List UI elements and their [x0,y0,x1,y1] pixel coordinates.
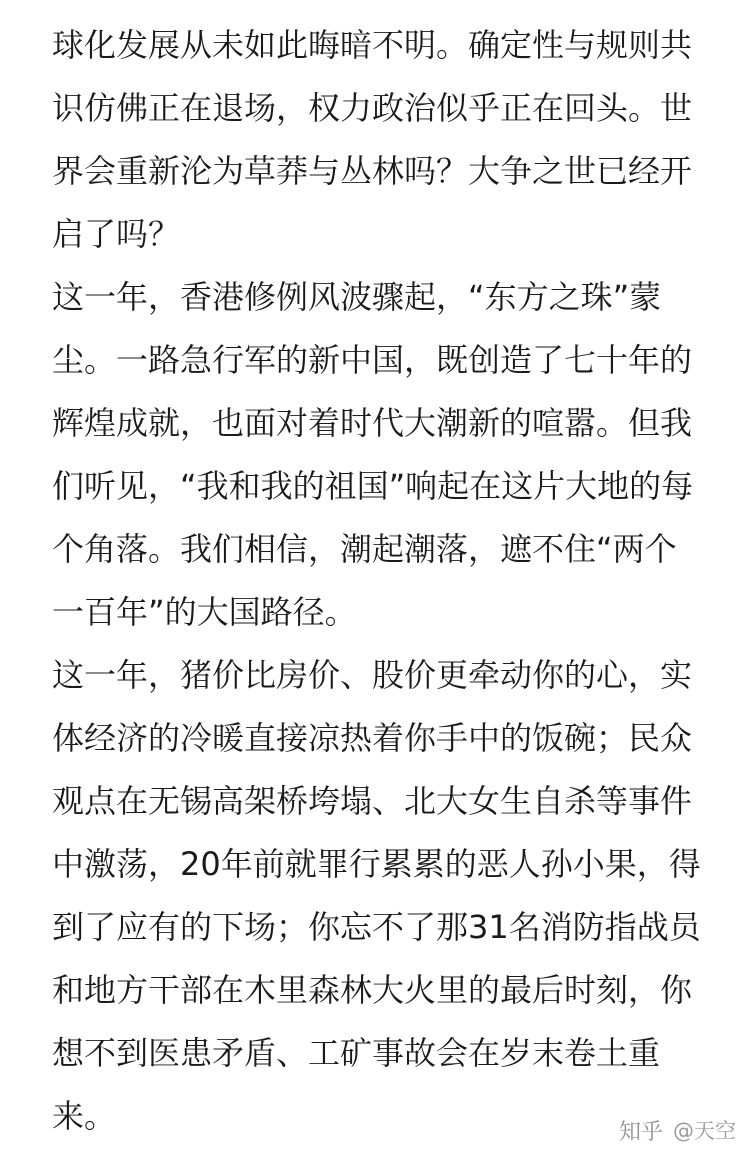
text-line: 启了吗？ [52,215,181,253]
text-line: 中激荡，20年前就罪行累累的恶人孙小果，得 [52,845,701,883]
text-line: 界会重新沦为草莽与丛林吗？大争之世已经开 [52,152,693,190]
text-line: 尘。一路急行军的新中国，既创造了七十年的 [52,341,693,379]
text-line: 体经济的冷暖直接凉热着你手中的饭碗；民众 [52,719,693,757]
text-line: 和地方干部在木里森林大火里的最后时刻，你 [52,971,693,1009]
text-line: 一百年”的大国路径。 [52,593,357,631]
text-line: 这一年，猪价比房价、股价更牵动你的心，实 [52,656,693,694]
watermark-brand: 知乎 [618,1119,663,1145]
text-line: 想不到医患矛盾、工矿事故会在岁末卷土重 [52,1034,661,1072]
text-line: 们听见，“我和我的祖国”响起在这片大地的每 [52,467,694,505]
zhihu-watermark [619,1114,736,1146]
text-line: 观点在无锡高架桥垮塌、北大女生自杀等事件 [52,782,693,820]
text-line: 个角落。我们相信，潮起潮落，遮不住“两个 [52,530,677,568]
watermark-author: @天空 [673,1119,736,1143]
text-line: 来。 [52,1097,117,1135]
text-line: 到了应有的下场；你忘不了那31名消防指战员 [52,908,701,946]
text-line: 这一年，香港修例风波骤起，“东方之珠”蒙 [52,278,662,316]
text-line: 辉煌成就，也面对着时代大潮新的喧嚣。但我 [52,404,693,442]
text-line: 识仿佛正在退场，权力政治似乎正在回头。世 [52,89,693,127]
text-line: 球化发展从未如此晦暗不明。确定性与规则共 [52,26,693,64]
